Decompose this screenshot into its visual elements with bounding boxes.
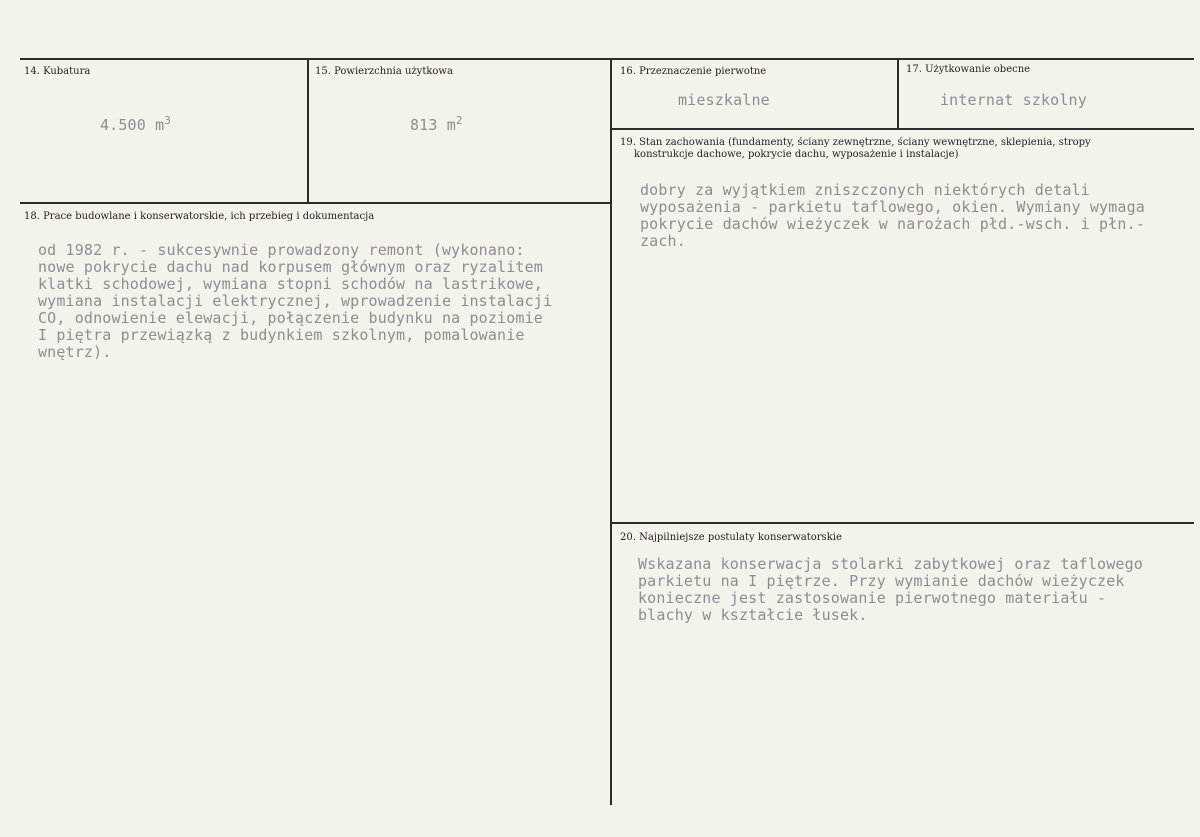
field-18-line: od 1982 r. - sukcesywnie prowadzony remont (wykonano:	[38, 241, 525, 259]
field-16-label: 16. Przeznaczenie pierwotne	[620, 66, 767, 77]
field-18-line: wnętrz).	[38, 343, 112, 361]
field-18-line: nowe pokrycie dachu nad korpusem głównym oraz ryzalitem	[38, 258, 543, 276]
field-15-value-text: 813 m	[410, 116, 456, 134]
field-15-exponent: 2	[455, 114, 463, 127]
field-14-value	[100, 114, 172, 134]
field-19-line: wyposażenia - parkietu taflowego, okien. Wymiany wymaga	[640, 198, 1145, 216]
field-18-line: wymiana instalacji elektrycznej, wprowadzenie instalacji	[38, 292, 553, 310]
field-14-label: 14. Kubatura	[24, 66, 91, 77]
center-divider	[610, 58, 612, 805]
field-18-line: klatki schodowej, wymiana stopni schodów na lastrikowe,	[38, 275, 543, 293]
field20-top-rule	[612, 522, 1194, 524]
field-19-line: dobry za wyjątkiem zniszczonych niektórych detali	[640, 181, 1090, 199]
field-20-line: konieczne jest zastosowanie pierwotnego materiału -	[638, 589, 1107, 607]
divider-14-15	[307, 58, 309, 203]
field-19-line: pokrycie dachów wieżyczek w narożach płd.-wsch. i płn.-	[640, 215, 1145, 233]
field-18-line: CO, odnowienie elewacji, połączenie budynku na poziomie	[38, 309, 543, 327]
field-19-label-line-2: konstrukcje dachowe, pokrycie dachu, wyposażenie i instalacje)	[634, 149, 959, 160]
field-19-label-line-1: 19. Stan zachowania (fundamenty, ściany zewnętrzne, ściany wewnętrzne, sklepienia, stropy	[620, 137, 1091, 148]
field-20-line: blachy w kształcie łusek.	[638, 606, 868, 624]
row1-right-rule	[612, 128, 1194, 130]
field-14-value-text: 4.500 m	[100, 116, 165, 134]
field-15-value	[410, 114, 463, 134]
field-19-line: zach.	[640, 232, 686, 250]
field-15-label: 15. Powierzchnia użytkowa	[315, 66, 453, 77]
field-18-line: I piętra przewiązką z budynkiem szkolnym, pomalowanie	[38, 326, 525, 344]
divider-16-17	[897, 58, 899, 129]
field-20-label: 20. Najpilniejsze postulaty konserwatorskie	[620, 532, 842, 543]
field-17-label: 17. Użytkowanie obecne	[906, 64, 1031, 75]
field-20-line: parkietu na I piętrze. Przy wymianie dachów wieżyczek	[638, 572, 1125, 590]
top-rule	[20, 58, 1194, 60]
field-16-value: mieszkalne	[678, 91, 770, 109]
row1-left-rule	[20, 202, 610, 204]
field-20-line: Wskazana konserwacja stolarki zabytkowej oraz taflowego	[638, 555, 1143, 573]
field-18-label: 18. Prace budowlane i konserwatorskie, ich przebieg i dokumentacja	[24, 211, 375, 222]
field-14-exponent: 3	[164, 114, 172, 127]
field-17-value: internat szkolny	[940, 91, 1087, 109]
